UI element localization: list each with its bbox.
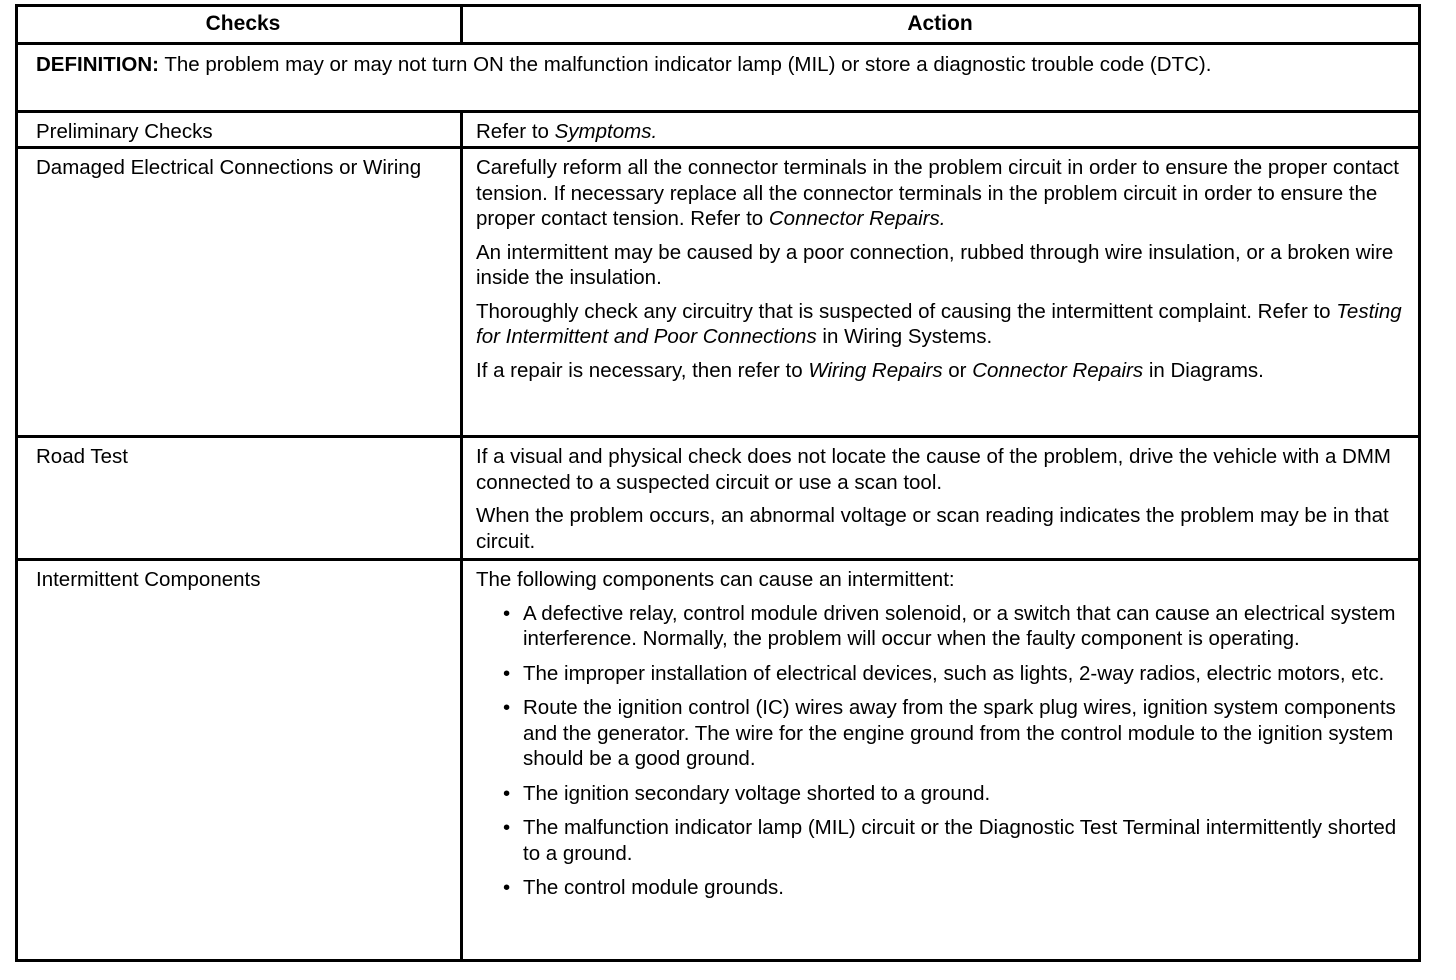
action-text: The following components can cause an intermittent:: [476, 568, 955, 591]
list-item-text: A defective relay, control module driven solenoid, or a switch that can cause an electrical system interference. Normally, the problem will occur when the faulty component is operating.: [523, 601, 1396, 650]
list-item: [476, 695, 1404, 772]
check-cell: Preliminary Checks: [36, 120, 213, 143]
action-reference: Connector Repairs: [972, 358, 1144, 382]
action-paragraph: [476, 155, 1404, 232]
list-item: [476, 815, 1404, 866]
table-row: [18, 113, 1418, 149]
checks-column-header: Checks: [205, 12, 281, 35]
list-item-text: The malfunction indicator lamp (MIL) circuit or the Diagnostic Test Terminal intermittently shorted to a ground.: [523, 816, 1397, 865]
list-item-text: Route the ignition control (IC) wires away from the spark plug wires, ignition system components and the generator. The wire for the engine ground from the control module to the ignition system should be a good ground.: [523, 696, 1396, 770]
action-text: Refer to: [476, 120, 555, 143]
bullet-icon: •: [503, 661, 511, 685]
action-text: If a repair is necessary, then refer to: [476, 358, 809, 382]
list-item-text: The control module grounds.: [523, 876, 784, 899]
action-reference: Symptoms.: [554, 120, 658, 143]
action-cell: [460, 149, 1418, 435]
table-row: [18, 438, 1418, 561]
action-text: When the problem occurs, an abnormal voltage or scan reading indicates the problem may be in that circuit.: [476, 504, 1389, 553]
action-text: If a visual and physical check does not locate the cause of the problem, drive the vehicle with a DMM connected to a suspected circuit or use a scan tool.: [476, 445, 1392, 494]
list-item-text: The ignition secondary voltage shorted to a ground.: [523, 781, 991, 805]
list-item-text: The improper installation of electrical devices, such as lights, 2-way radios, electric motors, etc.: [523, 661, 1385, 685]
definition-label: DEFINITION:: [36, 53, 159, 76]
action-text: or: [942, 358, 973, 382]
check-cell: Damaged Electrical Connections or Wiring: [36, 156, 422, 179]
bullet-icon: •: [503, 876, 511, 899]
action-paragraph: [476, 567, 1404, 593]
table-row: [18, 149, 1418, 438]
bullet-icon: •: [503, 816, 511, 839]
action-paragraph: [476, 503, 1404, 554]
bullet-icon: •: [503, 781, 511, 805]
action-cell: [460, 561, 1418, 959]
action-cell: [460, 438, 1418, 558]
check-cell: Road Test: [36, 445, 128, 468]
action-reference: Wiring Repairs: [808, 358, 943, 382]
definition-text: The problem may or may not turn ON the malfunction indicator lamp (MIL) or store a diagnostic trouble code (DTC).: [164, 53, 1212, 76]
action-text: in Wiring Systems.: [816, 325, 993, 348]
action-cell: [460, 113, 1418, 146]
action-reference: Testing for Intermittent and Poor Connections: [476, 299, 1402, 348]
action-column-header: Action: [460, 7, 1418, 42]
bullet-icon: •: [503, 601, 511, 625]
definition-row: [18, 45, 1418, 113]
action-reference: Connector Repairs.: [768, 207, 946, 230]
list-item: [476, 661, 1404, 687]
list-item: [476, 601, 1404, 652]
list-item: [476, 875, 1404, 901]
action-paragraph: [476, 299, 1404, 350]
action-text: Carefully reform all the connector terminals in the problem circuit in order to ensure the proper contact tension. If necessary replace all the connector terminals in the problem circuit in order to ensure the proper contact tension. Refer to: [476, 156, 1399, 230]
action-paragraph: [476, 119, 1404, 145]
list-item: [476, 781, 1404, 807]
action-paragraph: [476, 444, 1404, 495]
action-text: An intermittent may be caused by a poor connection, rubbed through wire insulation, or a broken wire inside the insulation.: [476, 240, 1394, 289]
bullet-icon: •: [503, 696, 511, 719]
action-text: Thoroughly check any circuitry that is suspected of causing the intermittent complaint. Refer to: [476, 299, 1337, 323]
check-cell: Intermittent Components: [36, 568, 261, 591]
action-text: in Diagrams.: [1143, 358, 1264, 382]
table-header-row: [18, 7, 1418, 45]
definition-cell: [18, 45, 1418, 110]
table-row: [18, 561, 1418, 959]
action-paragraph: [476, 240, 1404, 291]
component-list: [476, 601, 1404, 901]
diagnostic-table: [15, 4, 1421, 962]
action-paragraph: [476, 358, 1404, 384]
